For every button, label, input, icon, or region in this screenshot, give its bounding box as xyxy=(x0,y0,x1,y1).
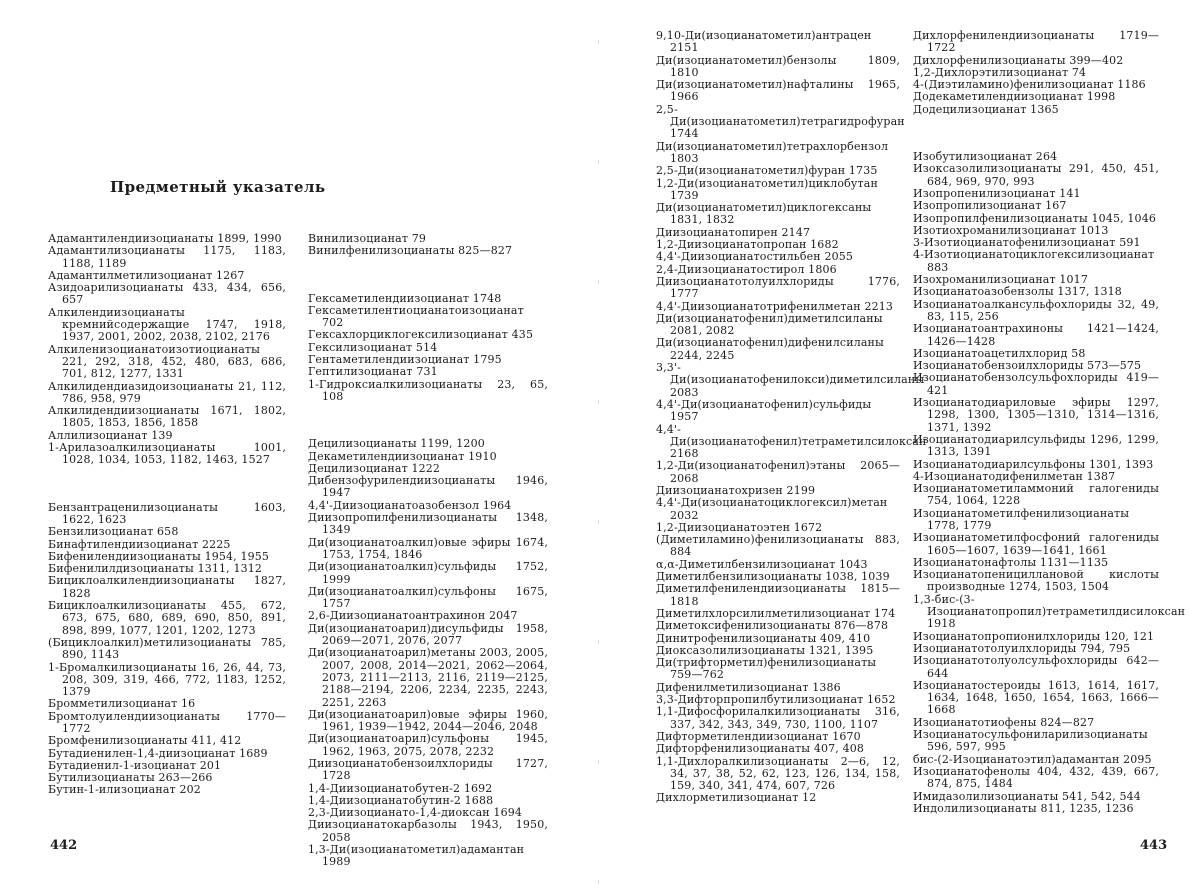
index-entry: 1,2-Дихлорэтилизоцианат 74 xyxy=(913,65,1087,79)
index-entry: Диизопропилфенилизоцианаты 1348, 1349 xyxy=(308,511,548,537)
index-entry: 4,4'-Ди(изоцианатофенил)тетраметилсилоксан 2168 xyxy=(656,422,927,461)
index-entry: Ди(изоцианатоалкил)сульфиды 1752, 1999 xyxy=(308,560,548,586)
section-gap xyxy=(308,269,548,282)
index-entry: Изоцианатоацетилхлорид 58 xyxy=(913,346,1086,360)
index-entry: Алкилидендиизоцианаты 1671, 1802, 1805, 1853, 1856, 1858 xyxy=(48,404,286,430)
index-entry: 2,4-Диизоцианатостирол 1806 xyxy=(656,262,837,276)
index-entry: Изоцианатодиариловые эфиры 1297, 1298, 1300, 1305—1310, 1314—1316, 1371, 1392 xyxy=(913,396,1159,434)
index-entry: Изоцианатостероиды 1613, 1614, 1617, 1634, 1648, 1650, 1654, 1663, 1666—1668 xyxy=(913,678,1159,717)
index-entry: Гексаметилендиизоцианат 1748 xyxy=(308,291,502,305)
index-entry: Изоцианатофенолы 404, 432, 439, 667, 874, 875, 1484 xyxy=(913,764,1159,791)
index-entry: 1,1-Дихлоралкилизоцианаты 2—6, 12, 34, 37, 38, 52, 62, 123, 126, 134, 158, 159, 340, 341, 474, 607, 726 xyxy=(656,754,900,793)
index-entry: Ди(изоцианатометил)тетрахлорбензол 1803 xyxy=(656,139,889,165)
book-gutter xyxy=(598,0,599,891)
index-entry: Гексаметилентиоцианатоизоцианат 702 xyxy=(308,303,524,330)
index-entry: Изоцианатопенициллановой кислоты производные 1274, 1503, 1504 xyxy=(913,568,1159,594)
index-entry: Изоцианатобензолсульфохлориды 419—421 xyxy=(913,371,1159,397)
index-entry: 3,3-Дифторпропилбутилизоцианат 1652 xyxy=(656,693,896,707)
index-entry: Изобутилизоцианат 264 xyxy=(913,150,1058,164)
index-entry: 1-Гидроксиалкилизоцианаты 23, 65, 108 xyxy=(308,377,548,403)
index-entry: Изоцианатосульфониларилизоцианаты 596, 597, 995 xyxy=(913,728,1148,754)
index-entry: Адамантилендиизоцианаты 1899, 1990 xyxy=(48,232,282,245)
index-entry: Бутин-1-илизоцианат 202 xyxy=(48,783,201,797)
index-entry: бис-(2-Изоцианатоэтил)адамантан 2095 xyxy=(913,752,1152,766)
index-entry: Бифенилендиизоцианаты 1954, 1955 xyxy=(48,549,270,563)
index-entry: Диметилфенилендиизоцианаты 1815—1818 xyxy=(656,582,900,608)
index-entry: Изоцианатоалкансульфохлориды 32, 49, 83, 115, 256 xyxy=(913,297,1159,323)
index-entry: Додецилизоцианат 1365 xyxy=(913,102,1059,116)
index-entry: Изоцианатодиарилсульфиды 1296, 1299, 1313, 1391 xyxy=(913,432,1159,459)
index-entry: 9,10-Ди(изоцианатометил)антрацен 2151 xyxy=(656,29,872,55)
index-entry: Изоцианатометиламмоний галогениды 754, 1064, 1228 xyxy=(913,482,1159,508)
index-entry: Бутадиенил-1-изоцианат 201 xyxy=(48,758,222,772)
index-entry: Изопропенилизоцианат 141 xyxy=(913,186,1081,200)
index-entry: 1,3-Ди(изоцианатометил)адамантан 1989 xyxy=(308,843,525,869)
index-entry: Изохроманилизоцианат 1017 xyxy=(913,273,1088,287)
index-entry: 1,1-Дифосфорилалкилизоцианаты 316, 337, 342, 343, 349, 730, 1100, 1107 xyxy=(656,705,900,731)
index-entry: Бициклоалкилизоцианаты 455, 672, 673, 675, 680, 689, 690, 850, 891, 898, 899, 1077, 1201, 1202, 1273 xyxy=(48,599,286,637)
index-entry: Ди(изоцианатоарил)сульфоны 1945, 1962, 1963, 2075, 2078, 2232 xyxy=(308,732,548,758)
index-entry: Диоксазолилизоцианаты 1321, 1395 xyxy=(656,643,874,657)
index-entry: Гентаметилендиизоцианат 1795 xyxy=(308,353,502,367)
index-entry: Изопропилизоцианат 167 xyxy=(913,199,1067,213)
left-page-column-2 xyxy=(308,233,548,869)
index-entry: Бромтолуилендиизоцианаты 1770—1772 xyxy=(48,709,286,735)
index-entry: Бициклоалкилендиизоцианаты 1827, 1828 xyxy=(48,574,286,600)
index-entry: Изоцианатоазобензолы 1317, 1318 xyxy=(913,285,1122,299)
index-entry: Диизоцианатокарбазолы 1943, 1950, 2058 xyxy=(308,818,548,844)
index-entry: Винилфенилизоцианаты 825—827 xyxy=(308,244,513,258)
index-entry: Ди(изоцианатометил)нафталины 1965, 1966 xyxy=(656,78,900,104)
index-entry: Ди(изоцианатофенил)дифенилсиланы 2244, 2245 xyxy=(656,336,884,362)
index-entry: 4,4'-Диизоцианатостильбен 2055 xyxy=(656,250,854,264)
index-entry: Адамантилизоцианаты 1175, 1183, 1188, 1189 xyxy=(48,244,286,270)
index-entry: Диизоцианатобензоилхлориды 1727, 1728 xyxy=(308,756,548,783)
index-entry: 4,4'-Диизоцианатотрифенилметан 2213 xyxy=(656,299,894,313)
index-entry: Бензантраценилизоцианаты 1603, 1622, 1623 xyxy=(48,500,286,526)
index-entry: Индолилизоцианаты 811, 1235, 1236 xyxy=(913,801,1134,815)
index-entry: Азидоарилизоцианаты 433, 434, 656, 657 xyxy=(48,281,286,307)
index-entry: 4,4'-Ди(изоцианатофенил)сульфиды 1957 xyxy=(656,397,872,424)
index-entry: Диметилхлорсилилметилизоцианат 174 xyxy=(656,606,896,620)
index-entry: Изоцианатобензоилхлориды 573—575 xyxy=(913,359,1142,373)
index-entry: 2,6-Диизоцианатоантрахинон 2047 xyxy=(308,609,518,623)
index-entry: Изоцианатотолуилхлориды 794, 795 xyxy=(913,641,1131,655)
index-entry: Изоцианатотиофены 824—827 xyxy=(913,715,1095,729)
index-entry: 4,4'-Ди(изоцианатоциклогексил)метан 2032 xyxy=(656,496,888,522)
index-entry: Адамантилметилизоцианат 1267 xyxy=(48,268,245,282)
index-entry: 1,2-Ди(изоцианатофенил)этаны 2065—2068 xyxy=(656,459,900,485)
index-entry: 4-(Диэтиламино)фенилизоцианат 1186 xyxy=(913,78,1146,92)
index-entry: 1-Арилазоалкилизоцианаты 1001, 1028, 1034, 1053, 1182, 1463, 1527 xyxy=(48,441,286,467)
index-entry: Алкиленизоцианатоизотиоцианаты 221, 292, 318, 452, 480, 683, 686, 701, 812, 1277, 1331 xyxy=(48,342,286,381)
index-entry: Изоцианатодиарилсульфоны 1301, 1393 xyxy=(913,457,1154,471)
index-entry: Изоцианатоантрахиноны 1421—1424, 1426—1428 xyxy=(913,322,1159,348)
index-entry: Диизоцианатохризен 2199 xyxy=(656,483,816,497)
index-entry: 4-Изоцианатодифенилметан 1387 xyxy=(913,469,1116,483)
index-entry: Гексилизоцианат 514 xyxy=(308,340,438,354)
index-entry: Децилизоцианат 1222 xyxy=(308,461,441,475)
index-entry: 2,5-Ди(изоцианатометил)фуран 1735 xyxy=(656,164,878,178)
index-entry: Ди(трифторметил)фенилизоцианаты 759—762 xyxy=(656,656,877,682)
index-entry: α,α-Диметилбензилизоцианат 1043 xyxy=(656,557,868,571)
left-page-column-1 xyxy=(48,233,286,797)
section-gap xyxy=(48,478,286,491)
index-entry: Ди(изоцианатоалкил)овые эфиры 1674, 1753, 1754, 1846 xyxy=(308,535,548,561)
index-entry: Ди(изоцианатометил)бензолы 1809, 1810 xyxy=(656,53,900,79)
index-entry: Додекаметилендиизоцианат 1998 xyxy=(913,90,1116,104)
index-entry: Бромфенилизоцианаты 411, 412 xyxy=(48,734,242,748)
index-entry: Винилизоцианат 79 xyxy=(308,232,427,245)
index-entry: Бифенилилдизоцианаты 1311, 1312 xyxy=(48,562,263,576)
index-entry: Дихлорфенилендиизоцианаты 1719—1722 xyxy=(913,29,1159,55)
index-entry: Дифторфенилизоцианаты 407, 408 xyxy=(656,742,865,756)
index-entry: 1,3-бис-(3-Изоцианатопропил)тетраметилдисилоксан 1918 xyxy=(913,592,1186,631)
index-entry: Алкилендиизоцианаты кремнийсодержащие 1747, 1918, 1937, 2001, 2002, 2038, 2102, 2176 xyxy=(48,305,286,344)
index-entry: Дифторметилендиизоцианат 1670 xyxy=(656,729,861,743)
index-entry: Изоксазолилизоцианаты 291, 450, 451, 684, 969, 970, 993 xyxy=(913,162,1159,188)
index-title: Предметный указатель xyxy=(110,178,326,196)
index-entry: Ди(изоцианатометил)циклогексаны 1831, 1832 xyxy=(656,201,872,227)
index-entry: 3-Изотиоцианатофенилизоцианат 591 xyxy=(913,236,1141,250)
index-entry: Бинафтилендиизоцианат 2225 xyxy=(48,537,231,551)
index-entry: Бензилизоцианат 658 xyxy=(48,525,179,539)
index-entry: Декаметилендиизоцианат 1910 xyxy=(308,449,497,463)
index-entry: Динитрофенилизоцианаты 409, 410 xyxy=(656,631,871,645)
page-number-right: 443 xyxy=(1140,838,1168,853)
index-entry: Диизоцианатопирен 2147 xyxy=(656,225,811,239)
index-entry: 4-Изотиоцианатоциклогексилизоцианат 883 xyxy=(913,248,1155,274)
index-entry: Алкилидендиазидоизоцианаты 21, 112, 786, 958, 979 xyxy=(48,379,286,405)
index-entry: 1,2-Ди(изоцианатометил)циклобутан 1739 xyxy=(656,176,878,202)
index-entry: Ди(изоцианатоарил)метаны 2003, 2005, 2007, 2008, 2014—2021, 2062—2064, 2073, 2111—2113, 2116, 2119—2125, 2188—2194, 2206, 2234, 2235, 2243, 2251, 2263 xyxy=(308,646,548,709)
index-entry: 2,3-Диизоцианато-1,4-диоксан 1694 xyxy=(308,806,523,820)
index-entry: Децилизоцианаты 1199, 1200 xyxy=(308,437,485,451)
index-entry: Изоцианатонафтолы 1131—1135 xyxy=(913,555,1109,569)
index-entry: Бутадиенилен-1,4-диизоцианат 1689 xyxy=(48,746,268,760)
index-entry: Изотиохроманилизоцианат 1013 xyxy=(913,223,1109,237)
index-entry: Ди(изоцианатоарил)овые эфиры 1960, 1961, 1939—1942, 2044—2046, 2048 xyxy=(308,707,548,734)
right-page-column-2 xyxy=(913,29,1186,815)
index-entry: Изоцианатометилфосфоний галогениды 1605—1607, 1639—1641, 1661 xyxy=(913,531,1159,557)
index-entry: 1,2-Диизоцианатопропан 1682 xyxy=(656,238,839,252)
index-entry: Дихлорметилизоцианат 12 xyxy=(656,791,817,805)
index-entry: Гептилизоцианат 731 xyxy=(308,365,438,379)
index-entry: 1,2-Диизоцианатоэтен 1672 xyxy=(656,520,823,534)
index-entry: Ди(изоцианатоалкил)сульфоны 1675, 1757 xyxy=(308,584,548,611)
index-entry: Изоцианатометилфенилизоцианаты 1778, 1779 xyxy=(913,506,1130,532)
section-gap xyxy=(913,127,1159,140)
index-entry: Диметилбензилизоцианаты 1038, 1039 xyxy=(656,570,890,584)
index-entry: Изоцианатотолуолсульфохлориды 642—644 xyxy=(913,654,1159,680)
index-entry: Изопропилфенилизоцианаты 1045, 1046 xyxy=(913,211,1157,225)
index-entry: Дибензофурилендиизоцианаты 1946, 1947 xyxy=(308,474,548,500)
index-entry: Дихлорфенилизоцианаты 399—402 xyxy=(913,53,1124,67)
index-entry: 1,4-Диизоцианатобутин-2 1688 xyxy=(308,793,494,807)
index-entry: Изоцианатопропионилхлориды 120, 121 xyxy=(913,629,1155,643)
index-entry: 1,4-Диизоцианатобутен-2 1692 xyxy=(308,781,493,795)
index-entry: (Диметиламино)фенилизоцианаты 883, 884 xyxy=(656,533,900,559)
index-entry: 3,3'-Ди(изоцианатофенилокси)диметилсиланы 2083 xyxy=(656,361,925,399)
index-entry: Аллилизоцианат 139 xyxy=(48,428,173,442)
index-entry: 1-Бромалкилизоцианаты 16, 26, 44, 73, 208, 309, 319, 466, 772, 1183, 1252, 1379 xyxy=(48,660,286,699)
page-number-left: 442 xyxy=(50,838,78,853)
index-entry: Бромметилизоцианат 16 xyxy=(48,697,196,711)
index-entry: 4,4'-Диизоцианатоазобензол 1964 xyxy=(308,498,512,512)
index-entry: Бутилизоцианаты 263—266 xyxy=(48,771,213,785)
index-entry: Диизоцианатотолуилхлориды 1776, 1777 xyxy=(656,274,900,301)
index-entry: 2,5-Ди(изоцианатометил)тетрагидрофуран 1744 xyxy=(656,102,905,141)
index-entry: Гексахлорциклогексилизоцианат 435 xyxy=(308,328,534,342)
section-gap xyxy=(308,414,548,427)
index-entry: Диметоксифенилизоцианаты 876—878 xyxy=(656,619,889,633)
index-entry: Имидазолилизоцианаты 541, 542, 544 xyxy=(913,789,1141,803)
right-page-column-1 xyxy=(656,29,927,805)
index-entry: Дифенилметилизоцианат 1386 xyxy=(656,680,841,694)
index-entry: Ди(изоцианатоарил)дисульфиды 1958, 2069—2071, 2076, 2077 xyxy=(308,621,548,648)
index-entry: (Бициклоалкил)метилизоцианаты 785, 890, 1143 xyxy=(48,635,286,662)
index-entry: Ди(изоцианатофенил)диметилсиланы 2081, 2082 xyxy=(656,311,883,338)
